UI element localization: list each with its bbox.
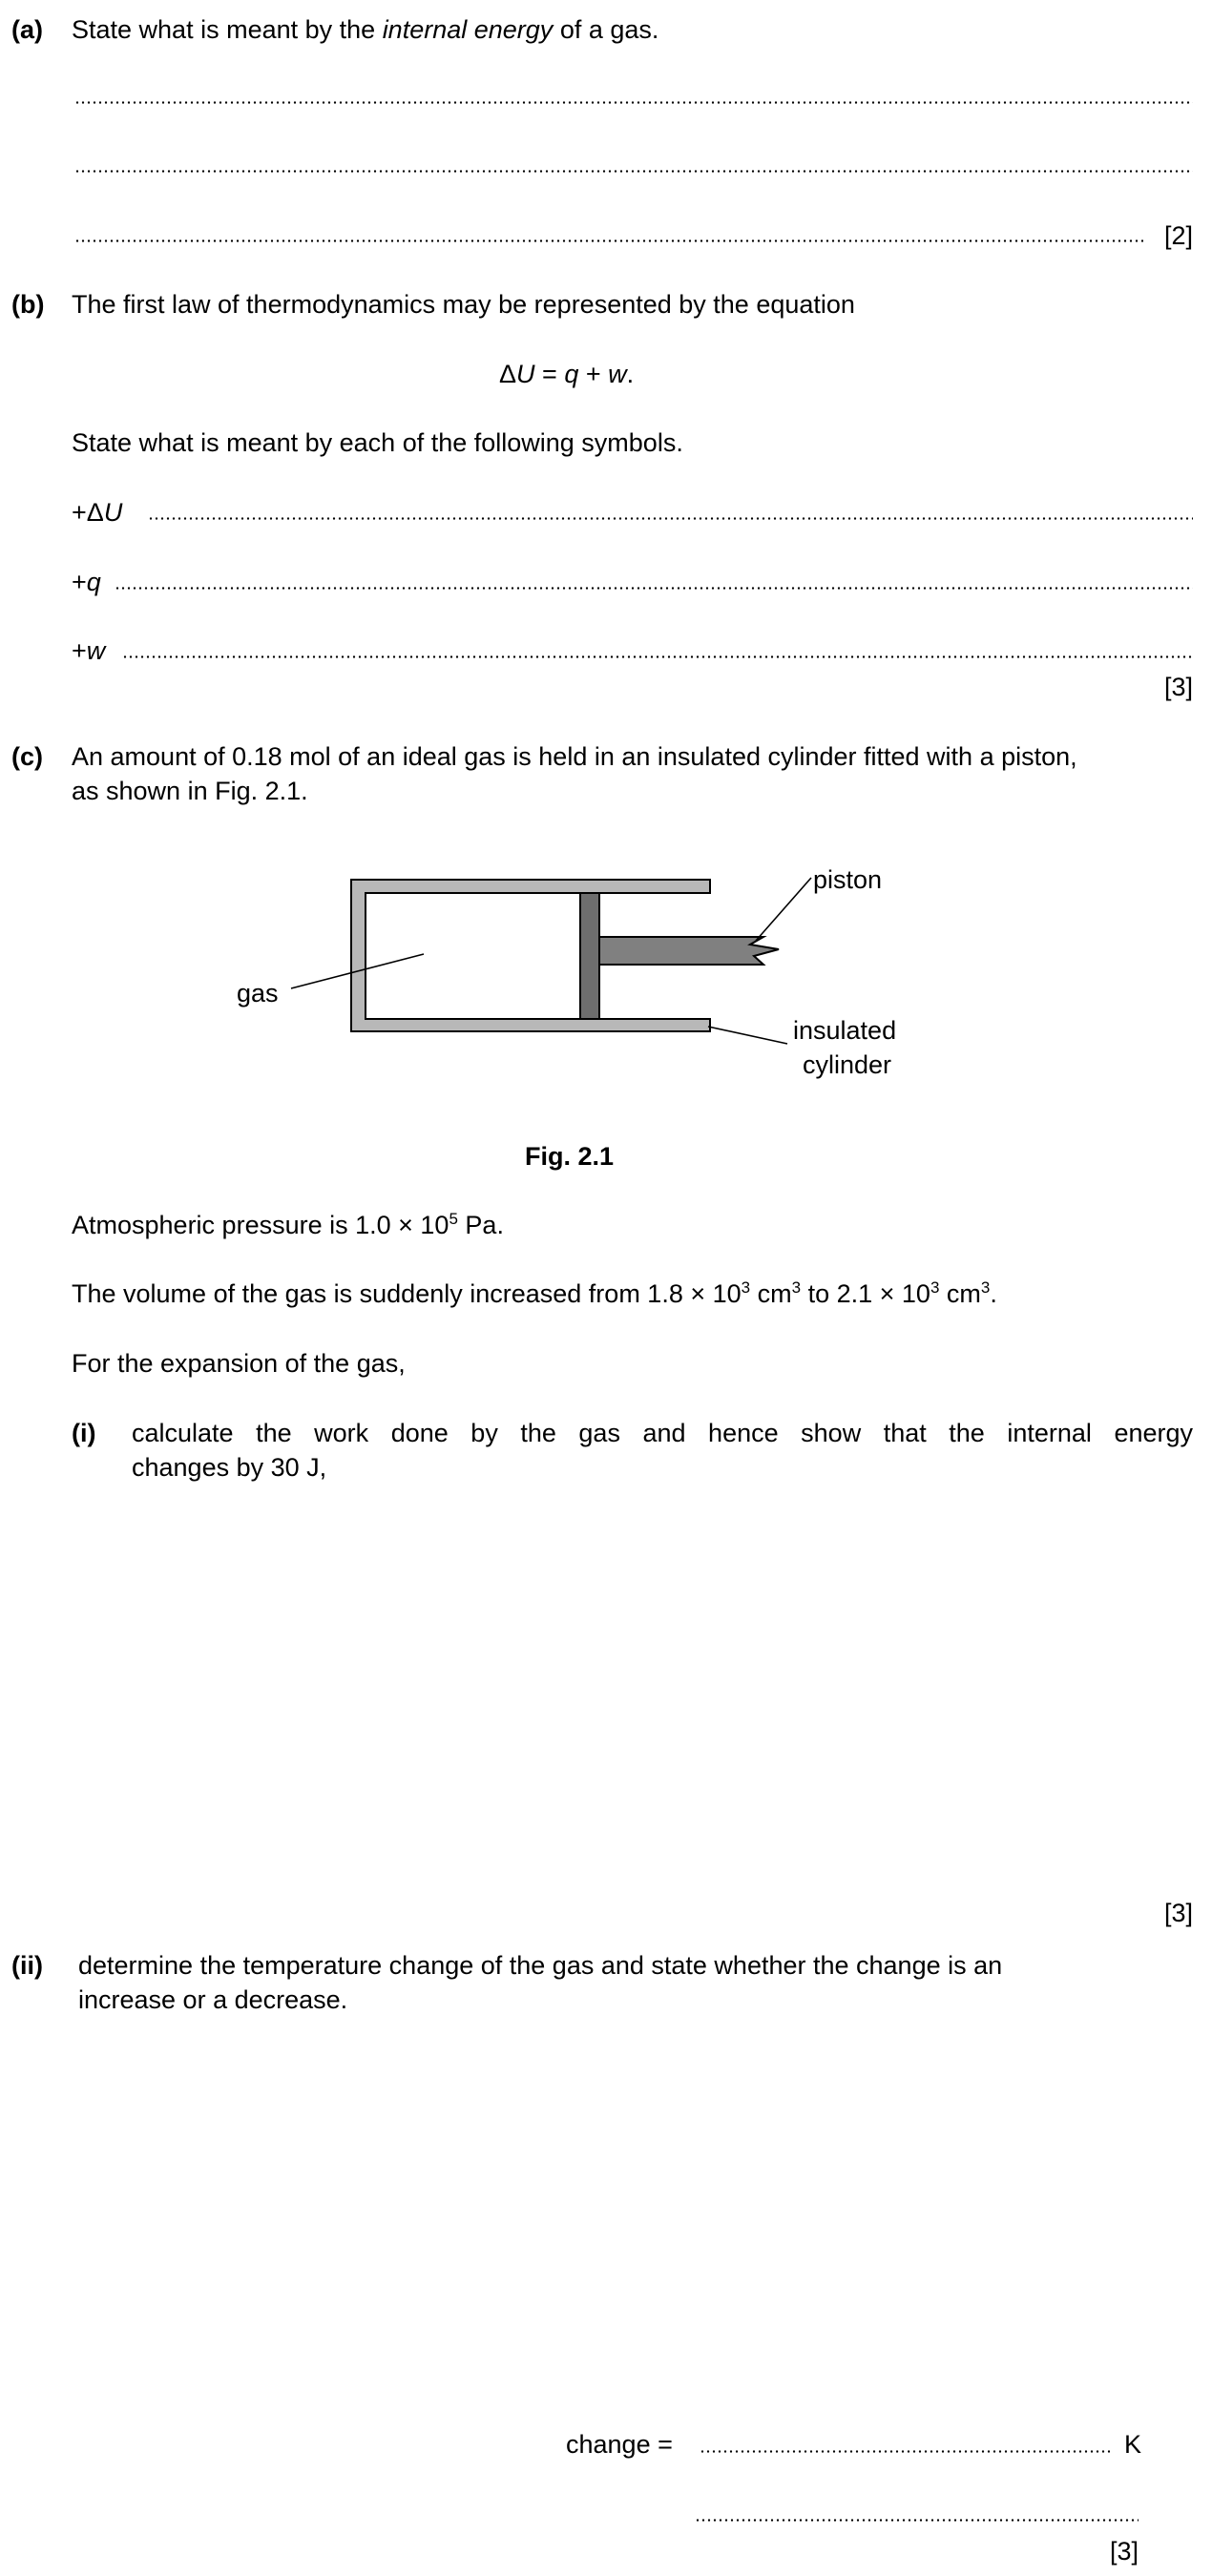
part-b-intro: The first law of thermodynamics may be represented by the equation (72, 290, 855, 319)
symbol-delta-u-var: U (103, 498, 123, 527)
volume-text-5: . (990, 1279, 997, 1308)
pressure-text: Atmospheric pressure is 1.0 × 10 (72, 1211, 449, 1239)
symbol-w-var: w (86, 636, 106, 665)
eq-delta: Δ (499, 360, 517, 388)
expansion-intro: For the expansion of the gas, (72, 1349, 406, 1378)
part-a-text-before: State what is meant by the (72, 15, 383, 44)
change-answer-unit: K (1124, 2430, 1142, 2459)
figure-2-1-piston-cylinder (0, 0, 1212, 1145)
part-b-marks: [3] (1164, 673, 1194, 701)
cylinder-leader-line (708, 1027, 787, 1044)
part-c-i-marks: [3] (1164, 1899, 1194, 1927)
pressure-unit: Pa. (457, 1211, 504, 1239)
volume-change-statement (72, 1276, 997, 1312)
figure-label-insulated: insulated (793, 1016, 897, 1045)
eq-equals: = (534, 360, 565, 388)
part-c-intro-line2: as shown in Fig. 2.1. (72, 777, 308, 805)
part-c-ii-line1: determine the temperature change of the gas and state whether the change is an (78, 1951, 1003, 1980)
part-c-ii-line2: increase or a decrease. (78, 1985, 348, 2014)
volume-exp-2: 3 (791, 1278, 802, 1297)
piston-leader-line (756, 878, 811, 941)
eq-w: w (608, 360, 627, 388)
volume-exp-4: 3 (980, 1278, 991, 1297)
part-a-text-italic: internal energy (382, 15, 554, 44)
part-b-instruction: State what is meant by each of the following symbols. (72, 428, 683, 457)
part-c-label: (c) (11, 742, 43, 771)
eq-U: U (516, 360, 535, 388)
part-c-ii-marks: [3] (1110, 2537, 1139, 2566)
part-b-label: (b) (11, 290, 45, 319)
symbol-q-prefix: + (72, 568, 87, 596)
part-a-label: (a) (11, 15, 43, 44)
eq-q: q (564, 360, 579, 388)
figure-caption: Fig. 2.1 (525, 1142, 615, 1171)
part-c-i-line2: changes by 30 J, (132, 1453, 327, 1482)
figure-label-piston: piston (813, 865, 883, 894)
part-c-ii-label: (ii) (11, 1951, 43, 1980)
volume-exp-3: 3 (930, 1278, 940, 1297)
part-a-text-after: of a gas. (553, 15, 659, 44)
change-answer-line[interactable] (700, 2450, 1110, 2453)
eq-dot: . (626, 360, 635, 388)
increase-decrease-answer-line[interactable] (695, 2519, 1139, 2522)
atmospheric-pressure-statement (72, 1207, 504, 1243)
part-c-intro-line1: An amount of 0.18 mol of an ideal gas is held in an insulated cylinder fitted with a piston, (72, 742, 1077, 771)
figure-label-cylinder: cylinder (803, 1050, 892, 1079)
part-a-marks: [2] (1164, 221, 1194, 250)
figure-label-gas: gas (237, 979, 279, 1008)
volume-text-2: cm (750, 1279, 792, 1308)
symbol-w-prefix: + (72, 636, 87, 665)
symbol-q-var: q (86, 568, 101, 596)
piston-rod-shape (599, 937, 779, 965)
piston-head-shape (580, 893, 599, 1019)
volume-text-4: cm (939, 1279, 981, 1308)
volume-text-3: to 2.1 × 10 (801, 1279, 930, 1308)
part-c-i-label: (i) (72, 1419, 96, 1447)
pressure-exponent: 5 (449, 1210, 458, 1228)
symbol-delta-u-prefix: +Δ (72, 498, 104, 527)
volume-text-1: The volume of the gas is suddenly increased from 1.8 × 10 (72, 1279, 742, 1308)
volume-exp-1: 3 (741, 1278, 751, 1297)
part-c-i-line1: calculate the work done by the gas and hence show that the internal energy (132, 1419, 1193, 1447)
eq-plus: + (578, 360, 609, 388)
change-answer-label: change = (566, 2430, 673, 2459)
